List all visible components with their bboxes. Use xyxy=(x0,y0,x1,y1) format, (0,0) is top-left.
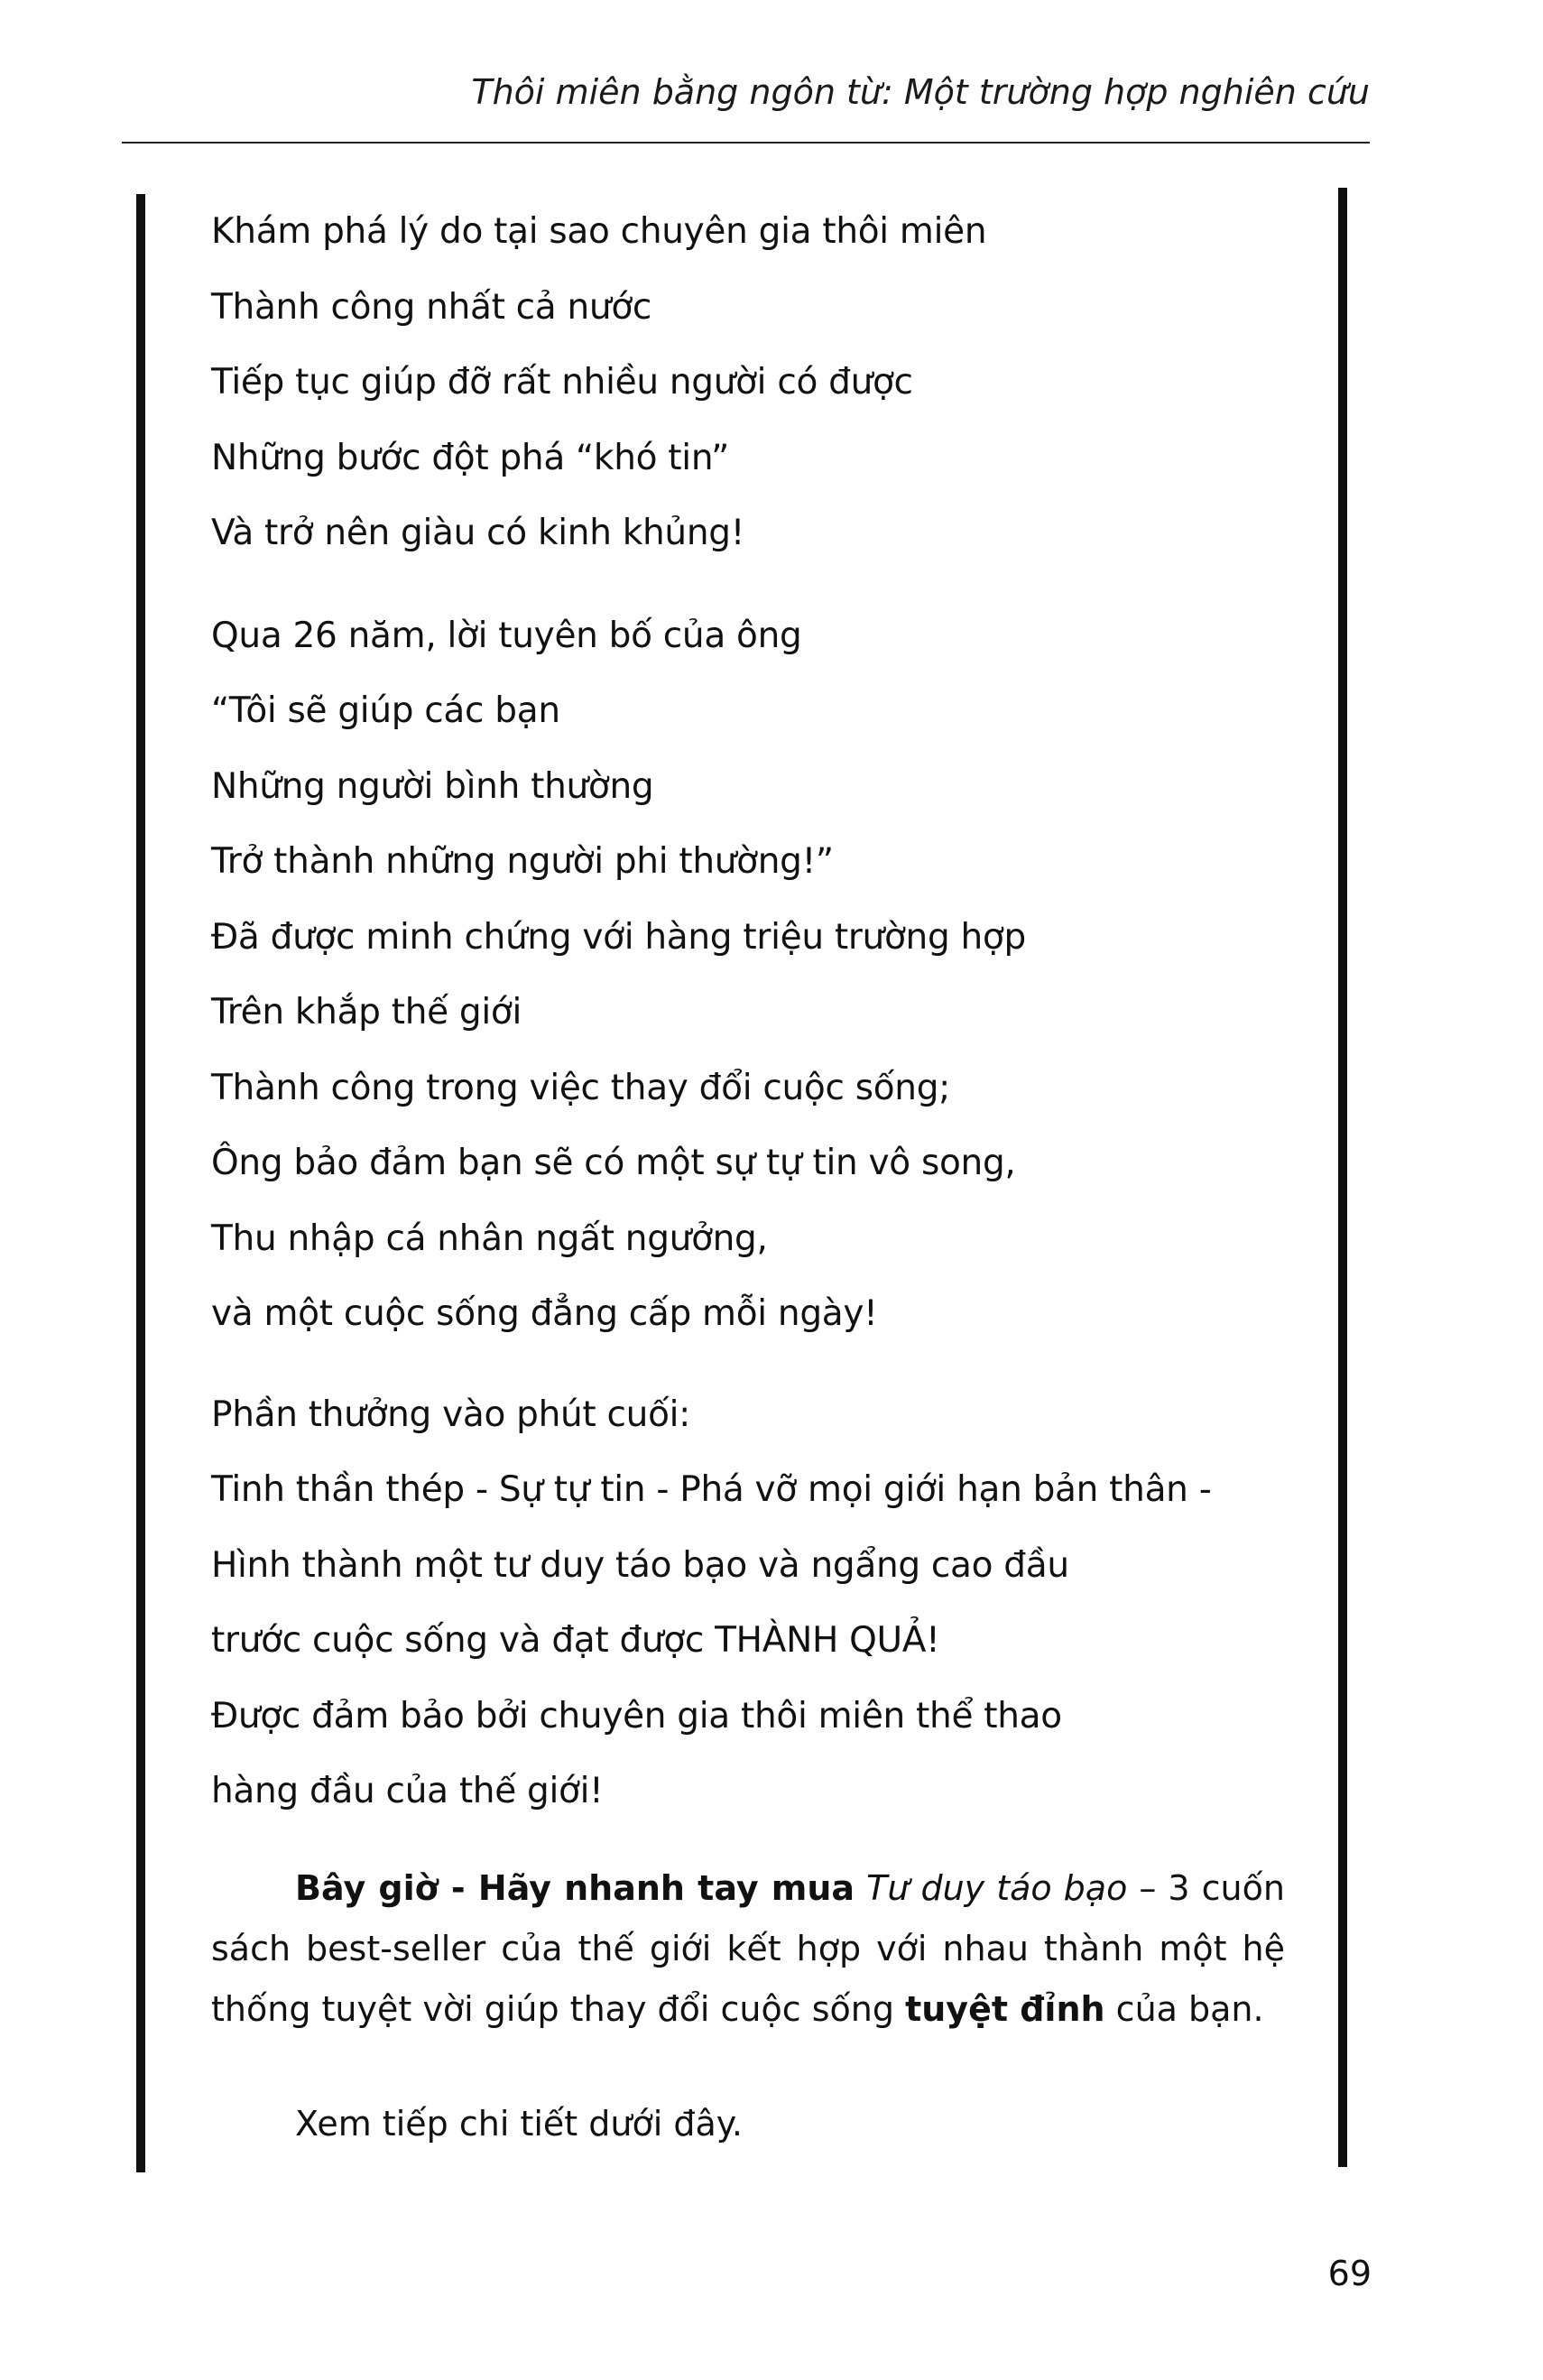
page-number: 69 xyxy=(1327,2254,1372,2293)
promo-bold-lead: Bây giờ - Hãy nhanh tay mua xyxy=(295,1867,855,1908)
page-body xyxy=(211,194,1285,2154)
verse-line: Được đảm bảo bởi chuyên gia thôi miên thể thao xyxy=(211,1695,1062,1736)
verse-line: Tinh thần thép - Sự tự tin - Phá vỡ mọi giới hạn bản thân - xyxy=(211,1469,1212,1510)
stanza-gap xyxy=(211,1352,1285,1377)
verse-block-2 xyxy=(211,598,1285,1352)
verse-line: Qua 26 năm, lời tuyên bố của ông xyxy=(211,615,802,656)
promo-bold-word: tuyệt đỉnh xyxy=(905,1988,1105,2029)
verse-line: Ông bảo đảm bạn sẽ có một sự tự tin vô song, xyxy=(211,1143,1016,1183)
verse-line: hàng đầu của thế giới! xyxy=(211,1771,604,1811)
promo-paragraph xyxy=(211,1858,1285,2040)
stanza-gap xyxy=(211,571,1285,598)
verse-line: Khám phá lý do tại sao chuyên gia thôi miên xyxy=(211,211,987,252)
header-rule xyxy=(122,142,1370,144)
verse-line: Phần thưởng vào phút cuối: xyxy=(211,1394,691,1435)
verse-line: Thành công nhất cả nước xyxy=(211,286,652,328)
promo-text-end: của bạn. xyxy=(1115,1988,1264,2029)
book-title: Tư duy táo bạo xyxy=(866,1867,1128,1908)
verse-line: Trên khắp thế giới xyxy=(211,992,522,1033)
verse-line: trước cuộc sống và đạt được THÀNH QUẢ! xyxy=(211,1620,940,1661)
verse-line: Thành công trong việc thay đổi cuộc sống; xyxy=(211,1067,950,1108)
running-header: Thôi miên bằng ngôn từ: Một trường hợp nghiên cứu xyxy=(471,72,1370,112)
verse-line: “Tôi sẽ giúp các bạn xyxy=(211,690,560,731)
verse-line: Những bước đột phá “khó tin” xyxy=(211,437,730,478)
verse-line: Và trở nên giàu có kinh khủng! xyxy=(211,513,745,553)
verse-block-3 xyxy=(211,1377,1285,1829)
verse-line: và một cuộc sống đẳng cấp mỗi ngày! xyxy=(211,1293,878,1334)
promo-text: – 3 cuốn sách best-seller của thế giới kết hợp với nhau thành một hệ thống tuyệt vời giúp thay đổi cuộc sống xyxy=(211,1867,1285,2029)
verse-line: Tiếp tục giúp đỡ rất nhiều người có được xyxy=(211,362,913,403)
verse-line: Thu nhập cá nhân ngất ngưởng, xyxy=(211,1218,768,1259)
verse-block-1 xyxy=(211,194,1285,571)
verse-line: Những người bình thường xyxy=(211,765,654,807)
closing-line: Xem tiếp chi tiết dưới đây. xyxy=(295,2103,743,2144)
right-border-bar xyxy=(1338,188,1347,2167)
verse-line: Hình thành một tư duy táo bạo và ngẩng cao đầu xyxy=(211,1544,1069,1586)
verse-line: Trở thành những người phi thường!” xyxy=(211,841,834,882)
verse-line: Đã được minh chứng với hàng triệu trường hợp xyxy=(211,916,1026,958)
left-border-bar xyxy=(136,194,145,2172)
